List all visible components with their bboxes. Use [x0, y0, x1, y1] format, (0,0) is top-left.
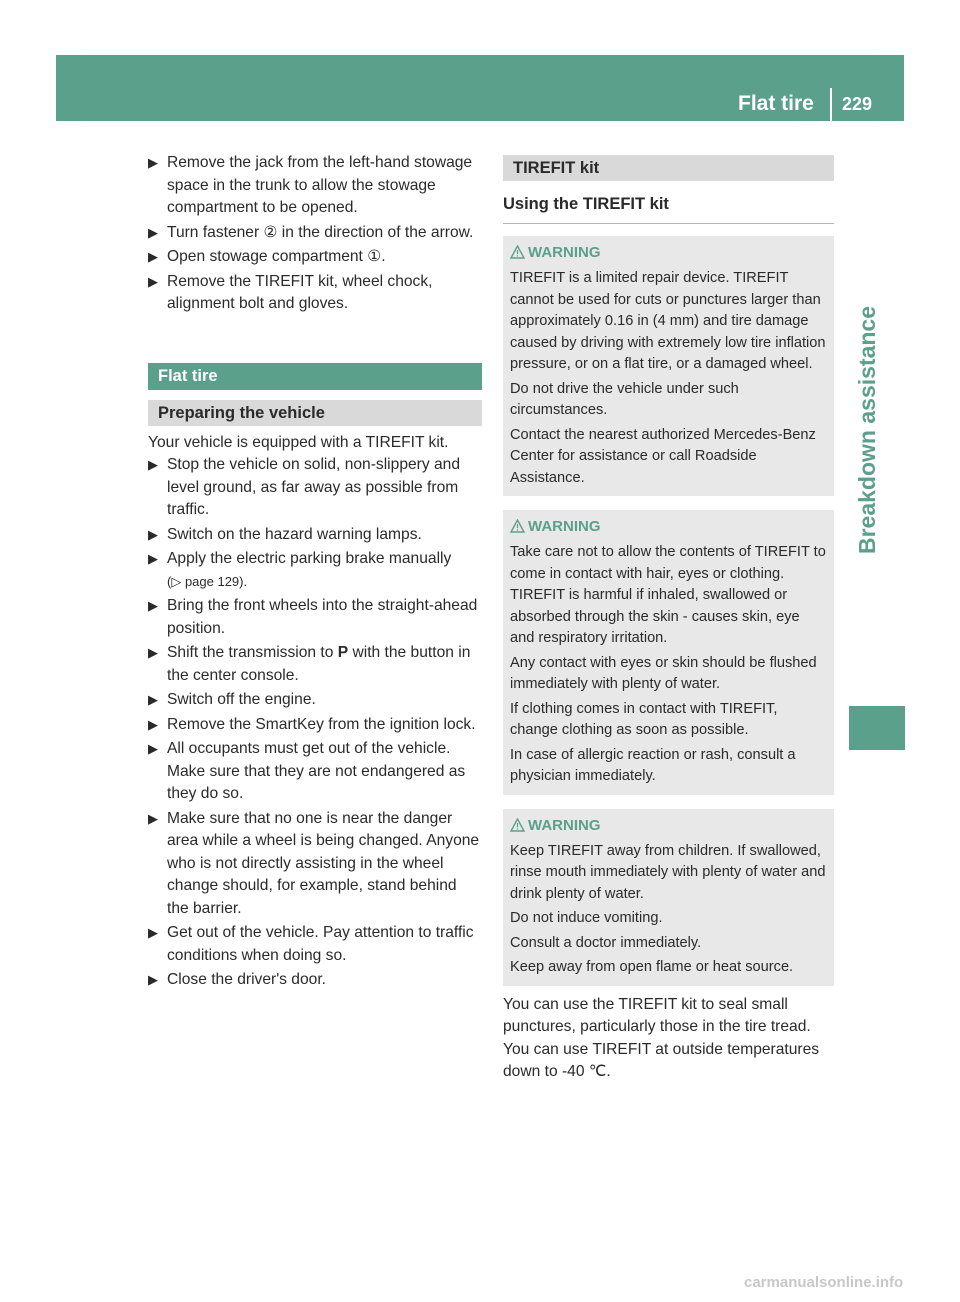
- warning-box: [503, 236, 834, 496]
- warning-triangle-icon: [510, 818, 525, 832]
- kit-section-bar: TIREFIT kit: [503, 155, 834, 181]
- arrow-icon: ▶: [148, 526, 158, 542]
- warning-text: In case of allergic reaction or rash, consult a physician immediately.: [510, 746, 796, 784]
- warning-text: Any contact with eyes or skin should be flushed immediately with plenty of water.: [510, 654, 817, 692]
- step-item: ▶ Stop the vehicle on solid, non-slippery and level ground, as far away as possible from traffic.: [148, 456, 460, 518]
- step-item: ▶ Turn fastener ② in the direction of the arrow.: [148, 222, 482, 245]
- right-column: [503, 155, 834, 1084]
- arrow-icon: ▶: [148, 598, 158, 613]
- arrow-icon: ▶: [148, 224, 158, 240]
- arrow-icon: ▶: [148, 972, 158, 987]
- page-title: Flat tire: [738, 92, 814, 115]
- warning-triangle-icon: [510, 519, 525, 533]
- arrow-icon: ▶: [148, 925, 158, 940]
- warning-text: If clothing comes in contact with TIREFIT, change clothing as soon as possible.: [510, 700, 778, 738]
- arrow-icon: ▶: [148, 551, 158, 566]
- warning-text: Keep away from open flame or heat source.: [510, 959, 794, 975]
- step-item: ▶ Shift the transmission to P with the button in the center console.: [148, 644, 471, 684]
- arrow-icon: ▶: [148, 716, 158, 732]
- step-item: ▶ Make sure that no one is near the danger area while a wheel is being changed. Anyone who is not directly assisting in the wheel change should, for example, stand behind the barrier.: [148, 809, 480, 917]
- arrow-icon: ▶: [148, 645, 158, 660]
- watermark: carmanualsonline.info: [744, 1274, 904, 1291]
- arrow-icon: ▶: [148, 249, 158, 264]
- kit-title: Using the TIREFIT kit: [503, 192, 834, 224]
- arrow-icon: ▶: [148, 692, 158, 707]
- warning-heading: WARNING: [510, 242, 827, 264]
- arrow-icon: ▶: [148, 810, 158, 826]
- warning-text: Contact the nearest authorized Mercedes-Benz Center for assistance or call Roadside Assistance.: [510, 426, 816, 486]
- warning-text: TIREFIT is a limited repair device. TIREFIT cannot be used for cuts or punctures larger than approximately 0.16 in (4 mm) and tire damage caused by driving with extremely low tire inflation pressure, or on a flat tire, or a damaged wheel.: [510, 270, 826, 372]
- page-reference[interactable]: (▷ page 129).: [167, 573, 248, 589]
- arrow-icon: ▶: [148, 155, 158, 170]
- warning-text: Consult a doctor immediately.: [510, 934, 702, 951]
- step-item: ▶ Close the driver's door.: [148, 969, 482, 992]
- closing-text: You can use the TIREFIT kit to seal small punctures, particularly those in the tire tread. You can use TIREFIT at outside temperatures down to -40 ℃.: [503, 995, 820, 1080]
- step-item: ▶ Bring the front wheels into the straight-ahead position.: [148, 597, 478, 637]
- step-item: ▶ Remove the TIREFIT kit, wheel chock, alignment bolt and gloves.: [148, 272, 433, 312]
- warning-text: Keep TIREFIT away from children. If swallowed, rinse mouth immediately with plenty of water and drink plenty of water.: [510, 842, 826, 902]
- left-column: [148, 152, 482, 992]
- arrow-icon: ▶: [148, 457, 158, 472]
- step-item: ▶ Switch off the engine.: [148, 689, 482, 712]
- step-item: ▶ Switch on the hazard warning lamps.: [148, 524, 482, 547]
- page-number: 229: [842, 94, 873, 114]
- arrow-icon: ▶: [148, 741, 158, 756]
- step-item: ▶ Open stowage compartment ①.: [148, 246, 482, 269]
- arrow-icon: ▶: [148, 273, 158, 289]
- warning-heading: WARNING: [510, 516, 827, 538]
- subsection-title: Preparing the vehicle: [148, 400, 482, 426]
- section-title: Flat tire: [148, 363, 482, 390]
- step-item: ▶ Remove the SmartKey from the ignition lock.: [148, 714, 482, 737]
- step-item: ▶ All occupants must get out of the vehicle. Make sure that they are not endangered as they do so.: [148, 740, 466, 802]
- step-item: ▶ Apply the electric parking brake manually (▷ page 129).: [148, 550, 452, 589]
- step-item: ▶ Remove the jack from the left-hand stowage space in the trunk to allow the stowage compartment to be opened.: [148, 154, 473, 216]
- step-item: ▶ Get out of the vehicle. Pay attention to traffic conditions when doing so.: [148, 924, 474, 964]
- warning-text: Do not drive the vehicle under such circumstances.: [510, 380, 739, 418]
- warning-text: Take care not to allow the contents of TIREFIT to come in contact with hair, eyes or clothing. TIREFIT is harmful if inhaled, swallowed or absorbed through the skin - causes skin, eye and respiratory irritation.: [510, 544, 826, 646]
- warning-triangle-icon: [510, 245, 525, 259]
- intro-text: Your vehicle is equipped with a TIREFIT kit.: [148, 433, 449, 451]
- warning-text: Do not induce vomiting.: [510, 910, 663, 926]
- header-divider: [830, 88, 832, 121]
- side-tab-block: [849, 706, 905, 750]
- warning-box: [503, 510, 834, 795]
- warning-heading: WARNING: [510, 815, 827, 837]
- side-tab-label: Breakdown assistance: [854, 305, 880, 555]
- warning-box: [503, 809, 834, 986]
